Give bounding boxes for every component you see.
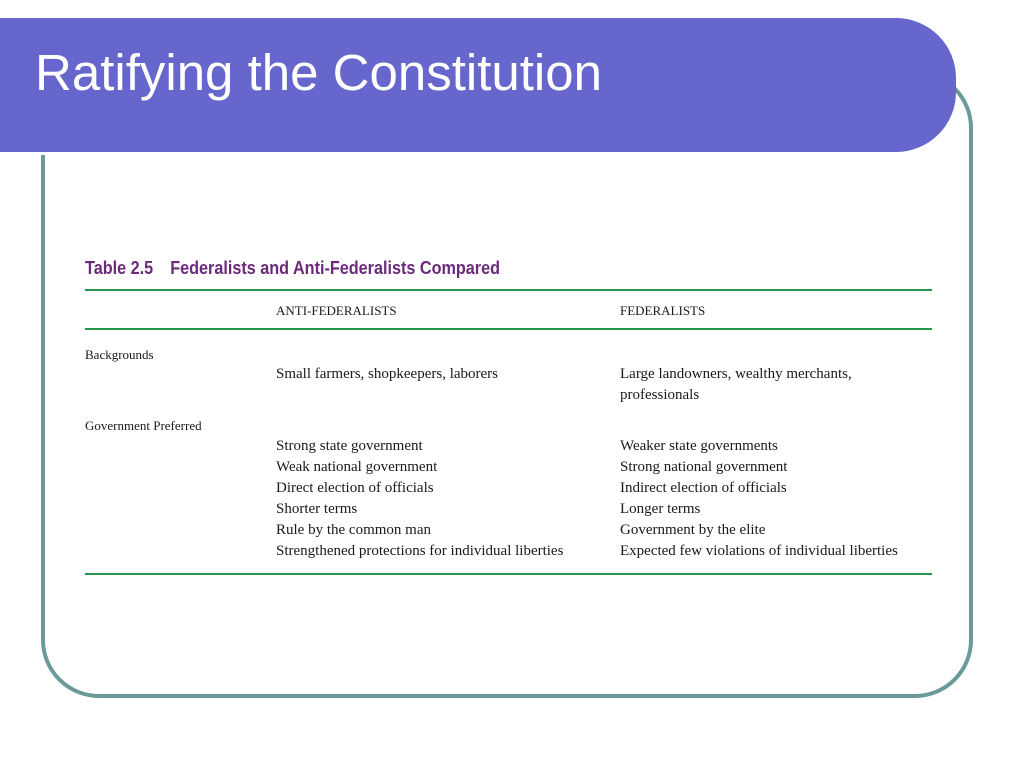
table-number: Table 2.5 (85, 258, 154, 278)
column-header-federalists: FEDERALISTS (620, 303, 706, 318)
table-cell-line: Strong state government (276, 438, 423, 454)
table-cell-line: Strong national government (620, 459, 788, 475)
table-cell-line: Rule by the common man (276, 522, 431, 538)
table-cell-line: Small farmers, shopkeepers, laborers (276, 366, 499, 382)
table-caption (85, 258, 500, 279)
backgrounds-federalists (620, 364, 852, 406)
row-label-government-preferred: Government Preferred (85, 418, 202, 433)
slide-title: Ratifying the Constitution (35, 44, 602, 101)
table-cell-line: Weak national government (276, 459, 438, 475)
table-cell-line: Indirect election of officials (620, 480, 787, 496)
row-label-backgrounds: Backgrounds (85, 347, 154, 362)
backgrounds-anti-federalists (276, 364, 498, 385)
table-cell-line: Shorter terms (276, 501, 358, 517)
table-bottom-rule (85, 573, 932, 575)
table-cell-line: Large landowners, wealthy merchants, (620, 366, 852, 382)
table-caption-text: Federalists and Anti-Federalists Compared (170, 258, 501, 278)
table-header-rule (85, 328, 932, 330)
table-cell-line: Longer terms (620, 501, 701, 517)
table-cell-line: Strengthened protections for individual liberties (276, 543, 564, 559)
government-preferred-federalists (620, 436, 898, 562)
table-cell-line: Expected few violations of individual liberties (620, 543, 898, 559)
title-underline (0, 152, 906, 155)
column-header-anti-federalists: ANTI-FEDERALISTS (276, 303, 397, 318)
table-cell-line: Direct election of officials (276, 480, 434, 496)
government-preferred-anti-federalists (276, 436, 563, 562)
table-cell-line: Weaker state governments (620, 438, 778, 454)
table-top-rule (85, 289, 932, 291)
table-cell-line: Government by the elite (620, 522, 766, 538)
table-cell-line: professionals (620, 387, 700, 403)
